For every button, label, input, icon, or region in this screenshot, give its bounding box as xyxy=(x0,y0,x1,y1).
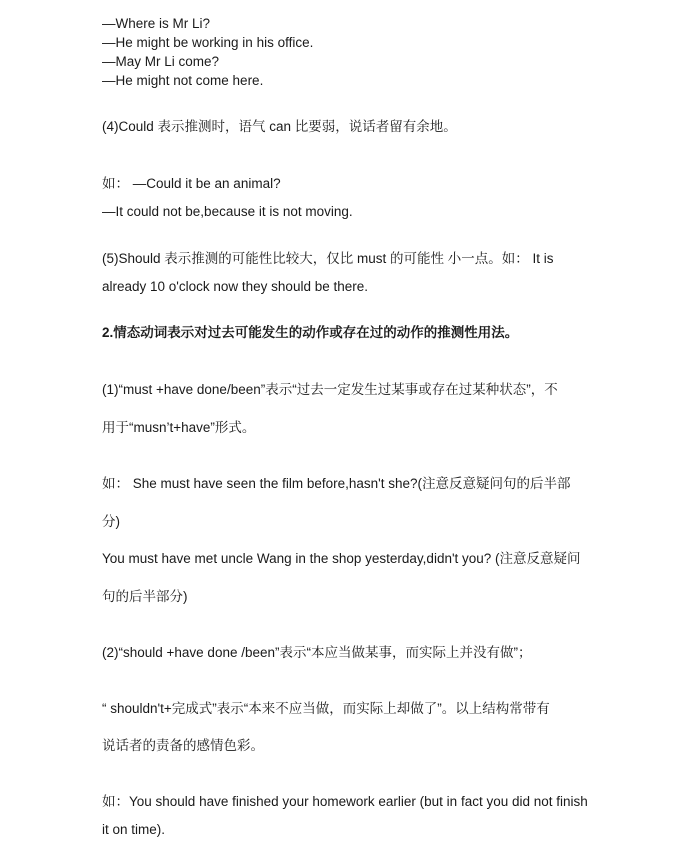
item2-line2: “ shouldn't+完成式”表示“本来不应当做，而实际上却做了”。以上结构常带有 xyxy=(102,701,550,716)
item1-example1-line2: 分) xyxy=(102,514,120,529)
dialogue-line-1: —Where is Mr Li? xyxy=(102,16,211,31)
item5-line1: (5)Should 表示推测的可能性比较大，仅比 must 的可能性 小一点。如： It is xyxy=(102,251,554,266)
item1-line1: (1)“must +have done/been”表示“过去一定发生过某事或存在过某种状态”，不 xyxy=(102,382,558,397)
item4-example-line1: 如： —Could it be an animal? xyxy=(102,176,281,191)
item1-example2-line1: You must have met uncle Wang in the shop yesterday,didn't you? (注意反意疑问 xyxy=(102,551,581,566)
item2-line1: (2)“should +have done /been”表示“本应当做某事，而实际上并没有做”； xyxy=(102,645,532,660)
item2-line3: 说话者的责备的感情色彩。 xyxy=(102,738,264,753)
item2-example-line2: it on time). xyxy=(102,822,166,837)
dialogue-line-4: —He might not come here. xyxy=(102,73,264,88)
item4-example-line2: —It could not be,because it is not moving. xyxy=(102,204,353,219)
item4-text: (4)Could 表示推测时，语气 can 比要弱，说话者留有余地。 xyxy=(102,119,457,134)
item1-line2: 用于“musn’t+have”形式。 xyxy=(102,420,256,435)
item1-example1-line1: 如： She must have seen the film before,hasn't she?(注意反意疑问句的后半部 xyxy=(102,476,571,491)
dialogue-line-2: —He might be working in his office. xyxy=(102,35,314,50)
item1-example2-line2: 句的后半部分) xyxy=(102,589,188,604)
item2-example-line1: 如：You should have finished your homework earlier (but in fact you did not finish xyxy=(102,794,588,809)
dialogue-line-3: —May Mr Li come? xyxy=(102,54,220,69)
section2-heading: 2.情态动词表示对过去可能发生的动作或存在过的动作的推测性用法。 xyxy=(102,325,519,340)
item5-line2: already 10 o'clock now they should be there. xyxy=(102,279,368,294)
